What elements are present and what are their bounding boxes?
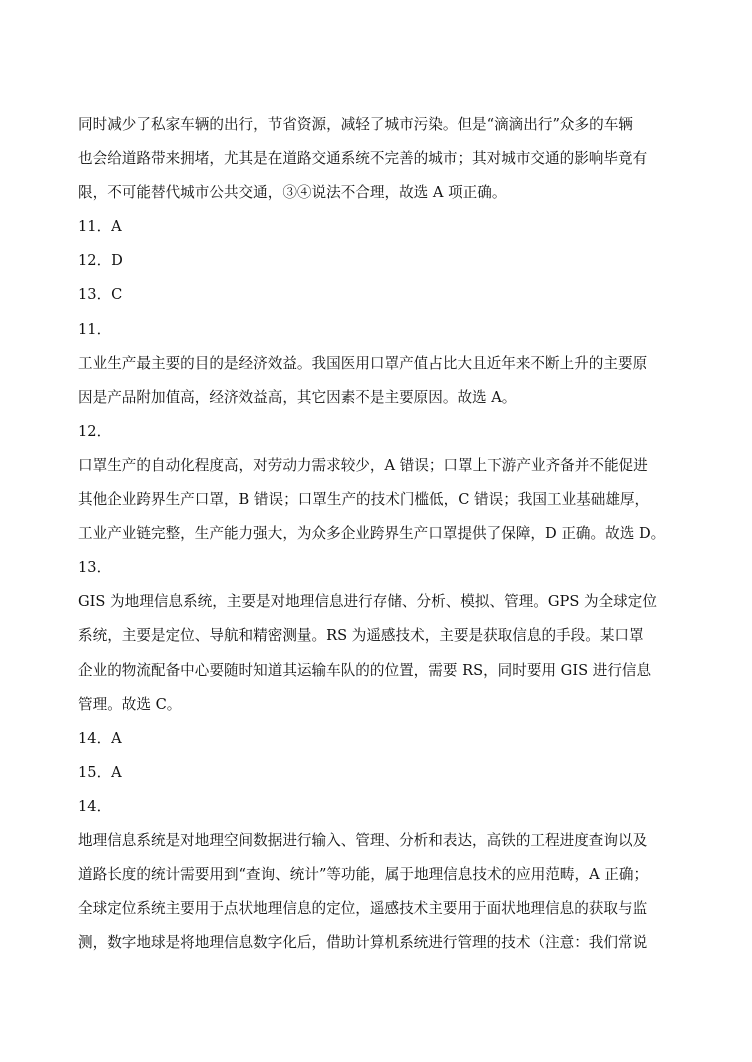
text-line: GIS 为地理信息系统，主要是对地理信息进行存储、分析、模拟、管理。GPS 为全球定位 [78,593,657,611]
question-number: 12． [78,422,112,440]
text-line: 测，数字地球是将地理信息数字化后，借助计算机系统进行管理的技术（注意：我们常说 [78,934,648,952]
text-line: 系统，主要是定位、导航和精密测量。RS 为遥感技术，主要是获取信息的手段。某口罩 [78,627,644,645]
document-body [78,108,682,960]
question-number: 14． [78,797,112,815]
text-line: 其他企业跨界生产口罩，B 错误；口罩生产的技术门槛低，C 错误；我国工业基础雄厚， [78,491,650,509]
answer-line: 12．D [78,252,123,270]
text-line: 工业产业链完整，生产能力强大，为众多企业跨界生产口罩提供了保障，D 正确。故选 D。 [78,525,666,543]
answer-line: 14．A [78,729,122,747]
answer-line: 11．A [78,218,122,236]
text-line: 企业的物流配备中心要随时知道其运输车队的的位置，需要 RS，同时要用 GIS 进行信息 [78,661,652,679]
text-line: 全球定位系统主要用于点状地理信息的定位，遥感技术主要用于面状地理信息的获取与监 [78,900,648,918]
text-line: 也会给道路带来拥堵，尤其是在道路交通系统不完善的城市；其对城市交通的影响毕竟有 [78,150,648,168]
text-line: 因是产品附加值高，经济效益高，其它因素不是主要原因。故选 A。 [78,388,517,406]
text-line: 工业生产最主要的目的是经济效益。我国医用口罩产值占比大且近年来不断上升的主要原 [78,354,648,372]
text-line: 管理。故选 C。 [78,695,182,713]
answer-line: 13．C [78,286,123,304]
question-number: 11． [78,320,112,338]
text-line: 同时减少了私家车辆的出行，节省资源，减轻了城市污染。但是“滴滴出行”众多的车辆 [78,116,633,133]
text-line: 地理信息系统是对地理空间数据进行输入、管理、分析和表达，高铁的工程进度查询以及 [78,831,648,849]
text-line: 口罩生产的自动化程度高，对劳动力需求较少，A 错误；口罩上下游产业齐备并不能促进 [78,456,648,474]
text-line: 道路长度的统计需要用到“查询、统计”等功能，属于地理信息技术的应用范畴，A 正确； [78,866,649,884]
text-line: 限，不可能替代城市公共交通，③④说法不合理，故选 A 项正确。 [78,184,507,202]
answer-line: 15．A [78,763,122,781]
question-number: 13． [78,559,112,577]
